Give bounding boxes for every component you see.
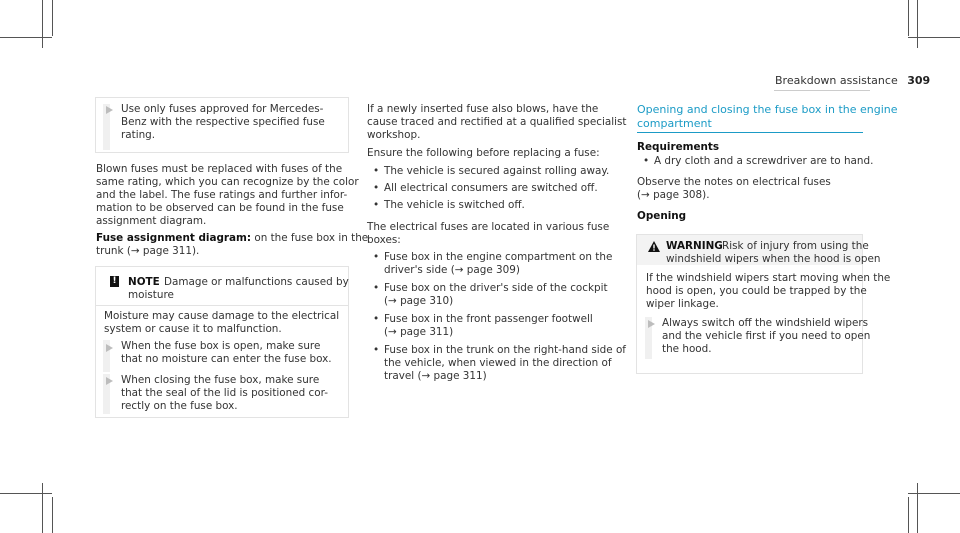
list-item: • Fuse box in the trunk on the right-hand side of	[384, 344, 626, 357]
list-item-cont: driver's side (→ page 309)	[384, 264, 520, 276]
paragraph-line: assignment diagram.	[96, 215, 207, 227]
note-title: moisture	[128, 289, 174, 301]
header-rule	[774, 90, 870, 91]
warning-body: wiper linkage.	[646, 298, 719, 310]
note-step: that the seal of the lid is positioned cor-	[121, 387, 328, 399]
crop-mark	[42, 0, 43, 48]
section-heading: Opening and closing the fuse box in the engine	[637, 103, 898, 116]
note-body: system or cause it to malfunction.	[104, 323, 282, 335]
note-step: When the fuse box is open, make sure	[121, 340, 321, 352]
crop-mark	[917, 0, 918, 48]
fuse-diagram-label: Fuse assignment diagram:	[96, 232, 252, 244]
warning-body: If the windshield wipers start moving when the	[646, 272, 891, 284]
crop-mark	[0, 37, 52, 38]
warning-body: hood is open, you could be trapped by the	[646, 285, 867, 297]
paragraph-line: If a newly inserted fuse also blows, have the	[367, 103, 599, 115]
page-header	[775, 74, 930, 87]
warning-step: the hood.	[662, 343, 712, 355]
warning-label: WARNING	[666, 240, 723, 252]
paragraph-line: cause traced and rectified at a qualified specialist	[367, 116, 627, 128]
list-item-cont: travel (→ page 311)	[384, 370, 487, 382]
paragraph-line: boxes:	[367, 234, 401, 246]
paragraph-line: and the label. The fuse ratings and further infor-	[96, 189, 348, 201]
arrow-icon	[106, 377, 113, 385]
section-title: Breakdown assistance	[775, 74, 898, 87]
crop-mark	[908, 497, 909, 533]
warning-title: Risk of injury from using the	[722, 240, 869, 252]
arrow-icon	[648, 320, 655, 328]
section-heading: compartment	[637, 117, 712, 130]
list-item-cont: (→ page 311)	[384, 326, 454, 338]
note-step: that no moisture can enter the fuse box.	[121, 353, 332, 365]
list-item: • A dry cloth and a screwdriver are to hand.	[654, 155, 873, 168]
paragraph-line: (→ page 308).	[637, 189, 710, 201]
list-item: • All electrical consumers are switched off.	[384, 182, 598, 195]
requirements-label: Requirements	[637, 141, 720, 153]
paragraph-line: workshop.	[367, 129, 421, 141]
list-item: • Fuse box in the front passenger footwell	[384, 313, 593, 326]
arrow-icon	[106, 344, 113, 352]
crop-mark	[908, 0, 909, 36]
paragraph-line: same rating, which you can recognize by the color	[96, 176, 359, 188]
list-item: • Fuse box on the driver's side of the cockpit	[384, 282, 608, 295]
crop-mark	[908, 493, 960, 494]
list-item: • The vehicle is switched off.	[384, 199, 525, 212]
fuse-diagram-ref: trunk (→ page 311).	[96, 245, 200, 257]
list-item-cont: the vehicle, when viewed in the direction of	[384, 357, 612, 369]
paragraph-line: The electrical fuses are located in various fuse	[367, 221, 610, 233]
crop-mark	[42, 483, 43, 533]
warning-icon	[648, 241, 660, 252]
note-step: rectly on the fuse box.	[121, 400, 238, 412]
crop-mark	[52, 0, 53, 36]
note-divider	[96, 305, 348, 306]
fuse-diagram-text: on the fuse box in the	[251, 232, 369, 244]
crop-mark	[52, 497, 53, 533]
note-body: Moisture may cause damage to the electrical	[104, 310, 340, 322]
list-item-cont: (→ page 310)	[384, 295, 454, 307]
list-item: • Fuse box in the engine compartment on the	[384, 251, 612, 264]
fuse-diagram-line	[96, 232, 368, 245]
paragraph-line: Ensure the following before replacing a fuse:	[367, 147, 600, 159]
paragraph-line: Blown fuses must be replaced with fuses of the	[96, 163, 343, 175]
crop-mark	[908, 37, 960, 38]
note-title: Damage or malfunctions caused by	[164, 276, 349, 288]
crop-mark	[917, 483, 918, 533]
paragraph-line: Observe the notes on electrical fuses	[637, 176, 831, 188]
arrow-icon	[106, 106, 113, 114]
heading-rule	[637, 132, 863, 133]
paragraph-line: mation to be observed can be found in the fuse	[96, 202, 344, 214]
tip-line: Use only fuses approved for Mercedes-	[121, 103, 324, 115]
opening-label: Opening	[637, 210, 687, 222]
tip-line: Benz with the respective specified fuse	[121, 116, 325, 128]
list-item: • The vehicle is secured against rolling away.	[384, 165, 609, 178]
crop-mark	[0, 493, 52, 494]
tip-line: rating.	[121, 129, 156, 141]
note-icon: !	[110, 276, 119, 287]
page-number: 309	[907, 74, 931, 87]
warning-step: and the vehicle first if you need to open	[662, 330, 871, 342]
warning-title: windshield wipers when the hood is open	[666, 253, 881, 265]
note-step: When closing the fuse box, make sure	[121, 374, 320, 386]
warning-step: Always switch off the windshield wipers	[662, 317, 869, 329]
note-label: NOTE	[128, 276, 160, 288]
